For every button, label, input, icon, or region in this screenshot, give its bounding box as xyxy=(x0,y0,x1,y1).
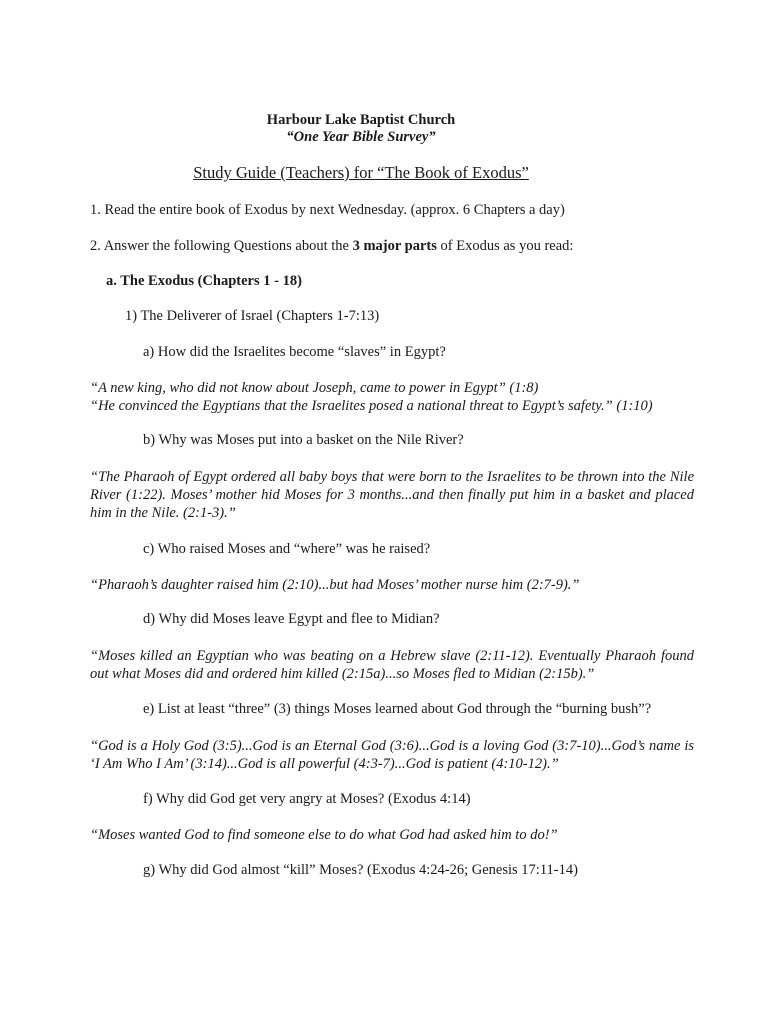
question-a: a) How did the Israelites become “slaves” in Egypt? xyxy=(143,344,446,360)
answer-d: “Moses killed an Egyptian who was beating on a Hebrew slave (2:11-12). Eventually Pharaoh found out what Moses did and ordered him killed (2:15a)...so Moses fled to Midian (2:15b).” xyxy=(90,648,694,682)
section-a-heading: a. The Exodus (Chapters 1 - 18) xyxy=(106,273,302,289)
study-guide-title: Study Guide (Teachers) for “The Book of Exodus” xyxy=(193,163,529,182)
instruction-read: 1. Read the entire book of Exodus by next Wednesday. (approx. 6 Chapters a day) xyxy=(90,202,565,218)
answer-f: “Moses wanted God to find someone else to do what God had asked him to do!” xyxy=(90,827,558,843)
question-e: e) List at least “three” (3) things Moses learned about God through the “burning bush”? xyxy=(143,701,652,717)
question-b: b) Why was Moses put into a basket on the Nile River? xyxy=(143,432,464,448)
answer-a-line1: “A new king, who did not know about Joseph, came to power in Egypt” (1:8) xyxy=(90,380,539,396)
answer-e: “God is a Holy God (3:5)...God is an Eternal God (3:6)...God is a loving God (3:7-10)...God’s name is ‘I Am Who I Am’ (3:14)...God is all powerful (4:3-7)...God is patient (4:10-12).” xyxy=(90,738,694,772)
instruction-answer-prefix: 2. Answer the following Questions about the xyxy=(90,238,353,254)
question-g: g) Why did God almost “kill” Moses? (Exodus 4:24-26; Genesis 17:11-14) xyxy=(143,862,578,878)
question-d: d) Why did Moses leave Egypt and flee to Midian? xyxy=(143,611,440,627)
subsection-deliverer: 1) The Deliverer of Israel (Chapters 1-7:13) xyxy=(125,308,380,324)
survey-subtitle: “One Year Bible Survey” xyxy=(286,129,436,145)
question-c: c) Who raised Moses and “where” was he raised? xyxy=(143,541,431,557)
church-name: Harbour Lake Baptist Church xyxy=(266,112,456,128)
instruction-answer-suffix: of Exodus as you read: xyxy=(436,238,574,254)
question-f: f) Why did God get very angry at Moses? (Exodus 4:14) xyxy=(143,791,471,807)
instruction-answer xyxy=(90,238,573,255)
answer-b: “The Pharaoh of Egypt ordered all baby boys that were born to the Israelites to be thrown into the Nile River (1:22). Moses’ mother hid Moses for 3 months...and then finally put him in a basket and placed him in the Nile. (2:1-3).” xyxy=(90,469,694,521)
instruction-answer-bold: 3 major parts xyxy=(352,238,437,254)
answer-a-line2: “He convinced the Egyptians that the Israelites posed a national threat to Egypt’s safety.” (1:10) xyxy=(90,398,653,414)
answer-c: “Pharaoh’s daughter raised him (2:10)...but had Moses’ mother nurse him (2:7-9).” xyxy=(90,577,580,593)
